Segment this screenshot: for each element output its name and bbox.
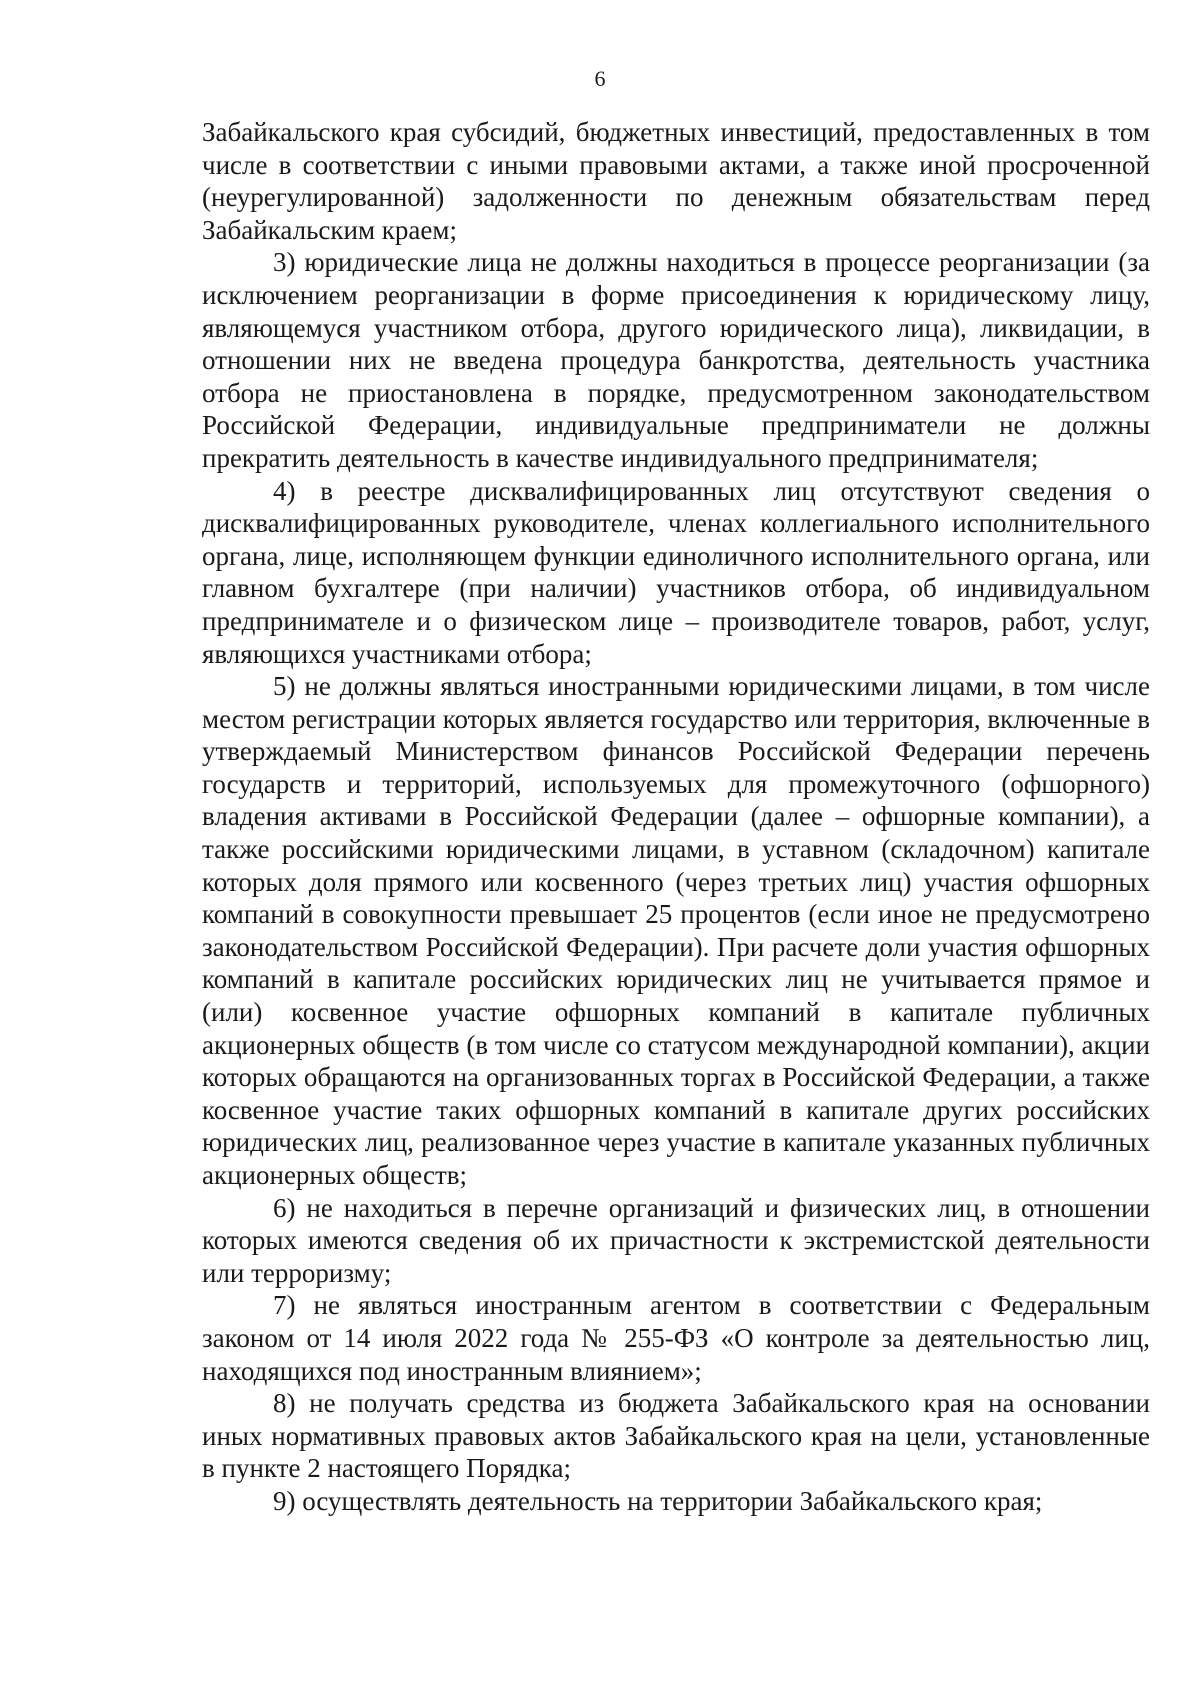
paragraph-item-6: 6) не находиться в перечне организаций и физических лиц, в отношении которых имеются сведения об их причастности к экстремистской деятельности или терроризму; — [202, 1192, 1150, 1288]
page-number: 6 — [594, 66, 606, 91]
paragraph-item-4: 4) в реестре дисквалифицированных лиц отсутствуют сведения о дисквалифицированных руководителе, членах коллегиального исполнительного органа, лице, исполняющем функции единоличного исполнительного органа, или главном бухгалтере (при наличии) участников отбора, об индивидуальном предпринимателе и о физическом лице – производителе товаров, работ, услуг, являющихся участниками отбора; — [202, 475, 1150, 669]
paragraph-continuation: Забайкальского края субсидий, бюджетных инвестиций, предоставленных в том числе в соответствии с иными правовыми актами, а также иной просроченной (неурегулированной) задолженности по денежным обязательствам перед Забайкальским краем; — [202, 117, 1150, 245]
paragraph-item-5: 5) не должны являться иностранными юридическими лицами, в том числе местом регистрации которых является государство или территория, включенные в утверждаемый Министерством финансов Российской Федерации перечень государств и территорий, используемых для промежуточного (офшорного) владения активами в Российской Федерации (далее – офшорные компании), а также российскими юридическими лицами, в уставном (складочном) капитале которых доля прямого или косвенного (через третьих лиц) участия офшорных компаний в совокупности превышает 25 процентов (если иное не предусмотрено законодательством Российской Федерации). При расчете доли участия офшорных компаний в капитале российских юридических лиц не учитывается прямое и (или) косвенное участие офшорных компаний в капитале публичных акционерных обществ (в том числе со статусом международной компании), акции которых обращаются на организованных торгах в Российской Федерации, а также косвенное участие таких офшорных компаний в капитале других российских юридических лиц, реализованное через участие в капитале указанных публичных акционерных обществ; — [202, 671, 1150, 1190]
paragraph-item-8: 8) не получать средства из бюджета Забайкальского края на основании иных нормативных правовых актов Забайкальского края на цели, установленные в пункте 2 настоящего Порядка; — [202, 1388, 1150, 1484]
document-body — [202, 116, 1150, 1518]
paragraph-item-9: 9) осуществлять деятельность на территории Забайкальского края; — [273, 1485, 1043, 1516]
paragraph-item-3: 3) юридические лица не должны находиться в процессе реорганизации (за исключением реорганизации в форме присоединения к юридическому лицу, являющемуся участником отбора, другого юридического лица), ликвидации, в отношении них не введена процедура банкротства, деятельность участника отбора не приостановлена в порядке, предусмотренном законодательством Российской Федерации, индивидуальные предприниматели не должны прекратить деятельность в качестве индивидуального предпринимателя; — [202, 247, 1150, 473]
paragraph-item-7: 7) не являться иностранным агентом в соответствии с Федеральным законом от 14 июля 2022 года № 255-ФЗ «О контроле за деятельностью лиц, находящихся под иностранным влиянием»; — [202, 1290, 1150, 1386]
